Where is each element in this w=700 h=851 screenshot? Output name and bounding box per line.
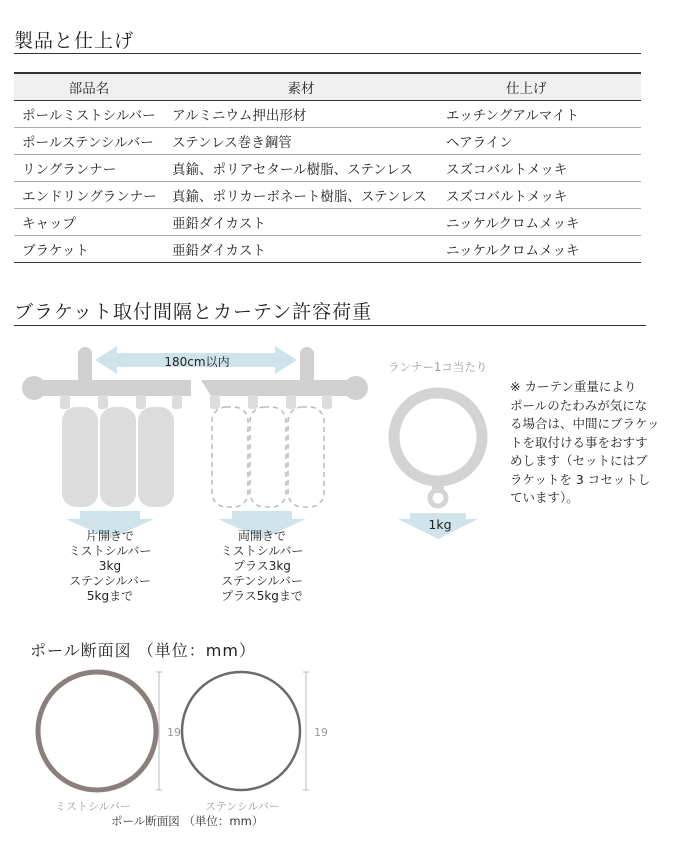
column-header-finish: 仕上げ bbox=[438, 73, 641, 101]
cell-finish: スズコバルトメッキ bbox=[438, 155, 641, 182]
column-header-part: 部品名 bbox=[14, 73, 164, 101]
table-row bbox=[14, 101, 641, 128]
caption-line: 片開きで bbox=[85, 529, 134, 543]
double-open-caption bbox=[202, 529, 322, 604]
cell-part: エンドリングランナー bbox=[14, 182, 164, 209]
table-row bbox=[14, 182, 641, 209]
cell-material: 亜鉛ダイカスト bbox=[164, 236, 438, 263]
mist-silver-section bbox=[38, 672, 156, 790]
section-title-bracket: ブラケット取付間隔とカーテン許容荷重 bbox=[14, 301, 373, 323]
cell-finish: ヘアライン bbox=[438, 128, 641, 155]
caption-line: ステンシルバー bbox=[69, 574, 151, 588]
section-divider bbox=[14, 53, 641, 54]
caption-line: プラス3kg bbox=[233, 559, 291, 573]
curtain-single-open bbox=[60, 395, 182, 507]
span-label: 180cm以内 bbox=[164, 355, 230, 369]
dim-label-right: 19 bbox=[314, 726, 328, 739]
cell-material: 真鍮、ポリカーボネート樹脂、ステンレス bbox=[164, 182, 438, 209]
cell-part: リングランナー bbox=[14, 155, 164, 182]
cell-part: ブラケット bbox=[14, 236, 164, 263]
label-stainless-silver: ステンシルバー bbox=[205, 800, 280, 813]
section-title-cross-section: ポール断面図 （単位：mm） bbox=[30, 641, 256, 660]
table-row bbox=[14, 209, 641, 236]
cell-material: 真鍮、ポリアセタール樹脂、ステンレス bbox=[164, 155, 438, 182]
column-header-material: 素材 bbox=[164, 73, 438, 101]
cross-section-caption: ポール断面図 （単位：mm） bbox=[111, 814, 264, 828]
note-line: めします（セットにはブ bbox=[510, 453, 648, 468]
caption-line: プラス5kgまで bbox=[221, 589, 303, 603]
note-line: ラケットを 3 コセットし bbox=[510, 471, 651, 487]
caption-line: ステンシルバー bbox=[221, 574, 303, 588]
runner-label: ランナー1コ当たり bbox=[388, 360, 488, 374]
cell-finish: エッチングアルマイト bbox=[438, 101, 641, 128]
table-row bbox=[14, 128, 641, 155]
cell-finish: ニッケルクロムメッキ bbox=[438, 209, 641, 236]
runner-load-label: 1kg bbox=[428, 517, 452, 532]
single-open-caption bbox=[50, 529, 170, 604]
curtain-rod bbox=[22, 376, 368, 400]
cell-finish: ニッケルクロムメッキ bbox=[438, 236, 641, 263]
cell-material: 亜鉛ダイカスト bbox=[164, 209, 438, 236]
note-line: る場合は、中間にブラケッ bbox=[510, 416, 660, 431]
label-mist-silver: ミストシルバー bbox=[55, 800, 131, 813]
cell-part: ポールステンシルバー bbox=[14, 128, 164, 155]
section-divider bbox=[14, 325, 646, 326]
cell-finish: スズコバルトメッキ bbox=[438, 182, 641, 209]
section-title-products: 製品と仕上げ bbox=[14, 30, 135, 52]
table-row bbox=[14, 236, 641, 263]
cell-part: ポールミストシルバー bbox=[14, 101, 164, 128]
caption-line: 両開きで bbox=[237, 529, 286, 543]
cell-part: キャップ bbox=[14, 209, 164, 236]
caption-line: 3kg bbox=[98, 559, 122, 573]
caption-line: 5kgまで bbox=[86, 589, 134, 603]
note-line: ています）。 bbox=[510, 490, 579, 505]
cell-material: ステンレス巻き鋼管 bbox=[164, 128, 438, 155]
caption-line: ミストシルバー bbox=[220, 544, 304, 558]
stainless-silver-section bbox=[182, 672, 300, 790]
note-line: ※ カーテン重量により bbox=[510, 379, 637, 394]
curtain-double-open bbox=[210, 395, 332, 507]
table-header-row bbox=[14, 73, 641, 101]
spec-table bbox=[14, 72, 641, 263]
table-row bbox=[14, 155, 641, 182]
load-note bbox=[510, 378, 670, 508]
dim-label-left: 19 bbox=[167, 726, 181, 739]
caption-line: ミストシルバー bbox=[68, 544, 152, 558]
note-line: トを取付ける事をおすす bbox=[510, 434, 648, 450]
cell-material: アルミニウム押出形材 bbox=[164, 101, 438, 128]
note-line: ポールのたわみが気にな bbox=[510, 397, 648, 413]
